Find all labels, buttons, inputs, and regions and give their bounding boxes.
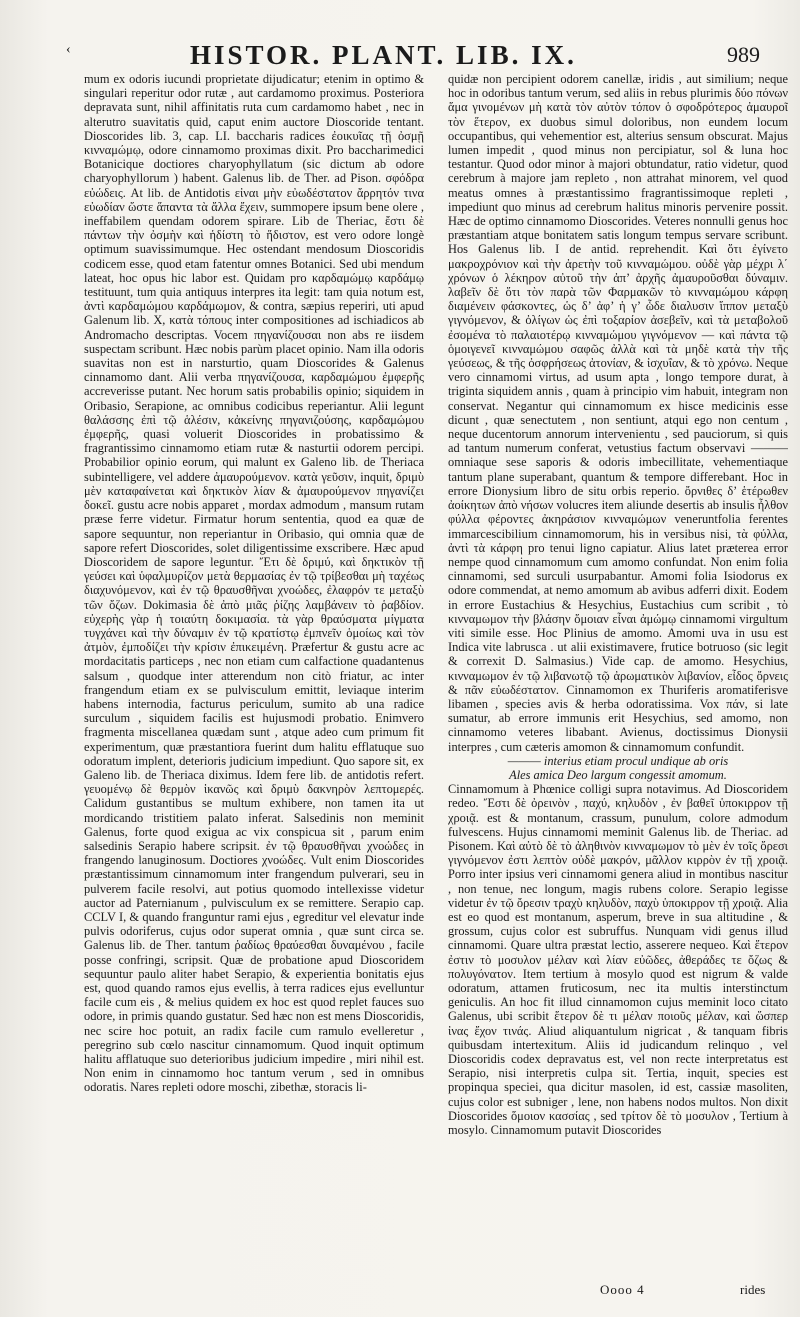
signature-mark: Oooo 4	[600, 1282, 645, 1297]
verse-line-2: Ales amica Deo largum congessit amomum.	[509, 767, 727, 782]
catchword: rides	[740, 1282, 766, 1297]
verse-line-1: ——— interius etiam procul undique ab oris	[507, 753, 729, 768]
page-footer	[600, 1282, 780, 1302]
left-column	[84, 72, 424, 1262]
right-column-text-1: quidæ non percipient odorem canellæ, iridis , aut similium; neque hoc in odoribus tantum verum, sed aliis in rebus plurimis δύο πόνων ἅμα γινομένων μὴ κατὰ τὸν αὐτὸν τόπον ὁ σφοδρότερος ἀμαυροῖ τὸν ἕτερον, ex duobus simul doloribus, non eundem locum occupantibus, qui vehementior est, alterius sensum obscurat. Majus lumen impedit , quod minus non percipiatur, sol & luna hoc testantur. Quod odor minor à majori obtundatur, ratio videtur, quod cerebrum à majore jam repleto , non attrahat minorem, vel quod meatus omnes à præstantissimo fragrantissimoque repleti , impediunt quo minus ad cerebrum halitus minoris pervenire possit. Hæc de optimo cinnamomo Dioscorides. Veteres nonnulli genus hoc præstantiam atque bonitatem satis longum tempus servare scribunt. Hos Galenus lib. I de antid. reprehendit. Καὶ ὅτι ἐγίνετο μακροχρόνιον καὶ τὴν ἀρετὴν τοῦ κινναμώμου. οὐδὲ γὰρ μέχρι λ΄ χρόνων ὁ λέκηρον αὐτοῦ τὴν ἀπ’ ἀρχῆς ἀμαυροῦσθαι δύναμιν. λαβεῖν δὲ ὅτι τὸν παρὰ τῶν Φαρμακῶν τὸ κινναμώμου κάρφη διαμένειν φάσκοντες, ὡς δ’ ἀφ’ ἡ γ’ ὧδε διαλυσιν ἵππον μεταξὺ γιγνόμενον, & ὀλίγων ὡς ἐπὶ τοξαρίον ἀσεβεῖν, καὶ τὰ μεταβολοῦ ἐσομένα τὸ παλαιοτέρῳ κινναμώμου γιγνόμενον — καὶ πάντα τῷ ὁμοιγενεῖ κινναμώμου σαφῶς ἀλλὰ καὶ τὰ μηδὲ κατὰ τὴν τῆς γεύσεως, & τῆς ὀσφρήσεως ἀτονίαν, & ἰσχυΐαν, & τὸ χρόνω. Neque vero cinnamomi virtus, ad usum apta , longo tempore durat, à triginta siquidem annis , quam à principio vim habuit, integram non conservat. Negantur qui cinnamomum ex hisce medicinis esse dicunt , quæ senectutem , non sentiunt, atqui ego non centum , neque ducentorum annorum intervenientu , sed pauciorum, si quis ad tantum numerum conferat, vetustius factum observavi ——— omniaque sese saporis & odoris imbecillitate, vehementiaque tantum plane superabant, quantum & tempore differebant. Hoc in errore Dionysium libro de situ orbis reperio. ὄρνιθες δ’ ἑτέρωθεν ἀοίκητων ἀπὸ νήσων volucres item aliunde desertis ab insulis ἦλθον φύλλα φέροντες ἀκηράσιον κινναμώμων veneruntfolia ferentes immarcescibilium cinnamomorum, his in versibus nisi, τὰ φύλλα, ἀντὶ τὰ κάρφη pro tenui ligno capiatur. Alius latet præterea error nempe quod cinnamomum cum amomo confundat. Non enim folia cinnamomi, sed surculi usurpabantur. Amomi folia Isiodorus ex odore commendat, at nemo amomum ab avibus adferri dixit. Eodem in errore Eustachius & Hesychius, Eustachius cum scribit , τὸ κινναμωμον τὴν βλάσην ὅμοιαν εἶναι ἀμώμῳ cinnamomi virgultum viti simile esse. Hoc Plinius de amomo. Amomi uva in usu est Indica vite labrusca . ut alii existimavere, frutice botruoso (sic legit & correxit D. Salmasius.) Vide cap. de amomo. Hesychius, κινναμωμον ἐν τῷ λιβανωτῷ τῷ ἀρωματικὸν λιβανίον, εἶδος ὄρνεις & πᾶν εὐωδέστατον. Cinnamomon ex Thuriferis aromatiferisve libamen , species avis & herba odoratissima. Vox πάν, si late sumatur, ab errore immunis erit Hesychius, sed amomo, non cinnamomo veteres libabant. Avienus, doctissimus Dionysii interpres , cum cæteris amomon & cinnamomum confundit.	[448, 72, 788, 754]
left-column-text: mum ex odoris iucundi proprietate dijudicatur; etenim in optimo & singulari reperitur odor rutæ , aut cardamomo proximus. Posteriora depravata sunt, nihil affinitatis ruta cum cardamomo habet , nec in alterutro suavitatis quid, caput enim auctore Dioscoride tentant. Dioscorides lib. 3, cap. LI. baccharis radices ἐοικυῖας τῇ ὀσμῇ κινναμώμῳ, odore cinnamomo proximas dixit. Pro baccharimedici Botanicique doctiores charyophyllatum (sic dictum ab odore charyophyllorum ) habent. Galenus lib. de Ther. ad Pison. σφόδρα εὐώδεις. At lib. de Antidotis εἰναι μὴν εὐωδέστατον ἄρρητόν τινα εὐωδίαν ὥστε ἅπαντα τὰ ἄλλα ἔχειν, summopere ipsum bene olere , ineffabilem quendam odorem spirare. Lib de Theriac, ἔστι δὲ πάντων τὴν ὀσμὴν καὶ ἡδίστη τὸ ἥδιστον, est vero odore longè optimum suavissimumque. Hec ostendant mendosum Dioscoridis codicem esse, quod etam fatentur omnes Botanici. Sed ubi mendum lateat, hoc opus hic labor est. Quidam pro καρδαμώμῳ καρδάμῳ testituunt, tum quia antiquus interpres ita legit: tam quia notum est, ἀντὶ καρδαμώμου καρδάμωμον, & contra, sæpius reperiri, uti apud Galenum lib. X, κατὰ τόπους inter compositiones ad ischiadicos ab Andromacho descriptas. Vocem πηγανίζουσαι non abs re iisdem suspectam scribunt. Hæc nobis parùm placet opinio. Nam illa odoris suavitas non est in narsturtio, quam Dioscorides & Galenus cinnamomo dant. Alii verba πηγανίζουσα, καρδαμώμου ἐμφερῆς accreverisse putant. Nec horum satis probabilis opinio; siquidem in Oribasio, Serapione, ac omnibus codicibus reperiantur. Alii legunt θαλάσσης ἐπὶ τῷ ἁλέσιν, κἀκείνης πηγανιζούσης, καρδαμώμου ἐμφερῆς, quasi voluerit Dioscorides in probatissimo & fragrantissimo cinnamomo etiam rutæ & nasturtii odorem percipi. Probabilior opinio eorum, qui malunt ex Galeno lib. de Theriaca subintelligere, vel addere ἀμαυρούμενον. κατὰ γεῦσιν, inquit, δριμὺ μὲν καταφαίνεται καὶ δηκτικὸν λίαν & ἀμαυρούμενον πηγανίζει δοκεῖ. gustu acre nobis apparet , mordax admodum , mansum rutam præse ferre videtur. Firmatur horum sententia, quod ea quæ de sapore sequuntur, non reperiantur in Oribasio, qui omnia quæ de sapore refert Dioscorides, solet diligentissime exscribere. Hæc apud Dioscoridem de sapore leguntur. Ἔτι δὲ δριμύ, καὶ δηκτικὸν τῇ γεύσει καὶ ὑφαλμυρίζον μετὰ θερμασίας ἐν τῷ τρίβεσθαι μὴ ταχέως διαχυνόμενον, καὶ ἐν τῷ θραυσθῆναι χνοώδες, ἐλαφρόν τε μεταξὺ τῶν ὄζων. Dokimasia δὲ ἀπὸ μιᾶς ῥίζης λαμβάνειν τὸ ῥαβδίον. εὐχερὴς γὰρ ἡ τοιαύτη δοκιμασία. τὰ γὰρ θραύσματα μίγματα τυγχάνει καὶ τὴν δύναμιν ἐν τῷ κρατίστῳ ἐμπνεῖν ὁμοίως καὶ τὸν ἀτμὸν, ἐμποδίζει τὴν κρίσιν ἐπικειμένη. Præfertur & gustu acre ac mordacitatis particeps , nec non etiam cum calfactione quadantenus salsum , quodque inter atterendum non citò friatur, ac inter frangendum etiam ex se pulvisculum emittit, leviaque interim habens internodia, facturus periculum, sumito ab una radice surculum , siquidem facilis est hujusmodi probatio. Enimvero fragmenta miscellanea quædam sunt , atque adeo cum primum fit experimentum, quæ præstantiora fuerint dum halitu efflatuque suo odoratum implent, deterioris judicium impediunt. Quo sapore sit, ex Galeno lib. de Theriaca diximus. Idem fere lib. de antidotis refert. γευομένῳ δὲ θερμὸν ἱκανῶς καὶ δριμὺ δακνηρὸν λεπτομερές. Calidum gustantibus se multum exhibere, non tamen ita ut mordicando tristitiem palato inferat. Salsedinis non meminit Galenus, forte quod exigua ac vix conspicua sit , parum enim salsedinis Serapio habere scripsit. ἐν τῷ θραυσθῆναι χνοώδες in frangendo lanuginosum. Doctiores χνοώδες. Vult enim Dioscorides præstantissimum cinnamomum inter frangendum pulverari, seu in pulverem facile resolvi, aut potius quomodo intellexisse videtur auctor ad Paternianum , pulvisculum ex se remittere. Serapio cap. CCLV I, & quando franguntur rami ejus , egreditur vel elevatur inde pulvis odoriferus, cujus odor superat omnia , quæ sunt circa se. Galenus lib. de Ther. tantum ῥαδίως θραύεσθαι δυναμένου , facile posse confringi, scripsit. Quæ de probatione apud Dioscoridem sequuntur paulo aliter habet Serapio, & experientia bonitatis ejus est, quod quando ramos ejus evellis, à terra radices ejus evelluntur facile cum eis , & melius quidem ex hoc est quod replet fauces suo odore, in primis quando gustatur. Sed hæc non est mens Dioscoridis, nec scire hoc potuit, an radix facile cum ramulo evelleretur , peregrino sub cœlo nascitur cinnamomum. Quod inquit optimum halitu afflatuque suo deterioribus judicium impedire , miri nihil est. Non enim in cinnamomo hoc tantum verum , sed in omnibus odoratis. Nares repleti odore moschi, zibethæ, storacis li-	[84, 72, 424, 1095]
running-title: HISTOR. PLANT. LIB. IX.	[190, 40, 577, 70]
page-number: 989	[727, 42, 760, 67]
header-mark: ‹	[66, 42, 71, 57]
right-column-text-2: Cinnamomum à Phœnice colligi supra notavimus. Ad Dioscoridem redeo. Ἔστι δὲ ὀρεινὸν , παχύ, κηλυδὸν , ἐν βαθεῖ ὑποκιρρον τῇ χροιᾷ. est & montanum, crassum, punulum, colore admodum fulvescens. Hujus cinnamomi meminit Galenus lib. de Theriac. ad Pisonem. Καὶ αὐτὸ δὲ τὸ ἀληθινὸν κινναμωμον τὸ μὲν ἐν τοῖς ὄρεσι γιγνόμενον ἐστι λεπτὸν οὐδὲ μακρόν, μᾶλλον κιρρὸν ἐν τῇ χροιᾷ. Porro inter ipsius veri cinnamomi genera aliud in montibus nascitur , non tenue, nec longum, magis rubens colore. Serapio legisse videtur ἐν τῷ ὄρεσιν τραχὺ κηλυδὸν, παχὺ ὑποκιρρον τῇ χροιᾷ. Alia est eo quod est montanum, asperum, breve in sua altitudine , & grossum, cujus color est subruffus. Nunquam vidi genus illud cinnamomi. Quare ultra præstat lectio, asserere nequeo. Καὶ ἕτερον ἐστιν τὸ μοσυλον μέλαν καὶ λίαν εὐῶδες, ἀθεράδες τε ὄζως & πολυγόνατον. Item tertium à mosylo quod est nigrum & valde odoratum, attamen fruticosum, nec ita multis interstinctum geniculis. An hoc fit illud cinnamomon cujus meminit loco citato Galenus, ubi scribit ἕτερον δὲ τι μέλαν ποιοῦς μέλαν, καὶ ὥσπερ ἰνας ἔχον τινάς. Aliud aliquantulum nigricat , & tanquam fibris quibusdam intertexitum. Aliis id judicandum relinquo , vel Dioscoridis codex depravatus est, vel non recte interpretatus est Serapio, nisi interpretis culpa sit. Tertia, inquit, species est propinqua speciei, qua dicitur masolen, id est, cassiæ masoliten, cujus color est subniger , lene, non habens nodos multos. Non dixit Dioscorides ὅμοιον κασσίας , sed τρίτον δὲ τὸ μοσυλον , Tertium à mosylo. Cinnamomum putavit Dioscorides	[448, 782, 788, 1138]
right-column	[448, 72, 788, 1262]
text-columns	[84, 72, 788, 1272]
page-header	[60, 40, 760, 70]
